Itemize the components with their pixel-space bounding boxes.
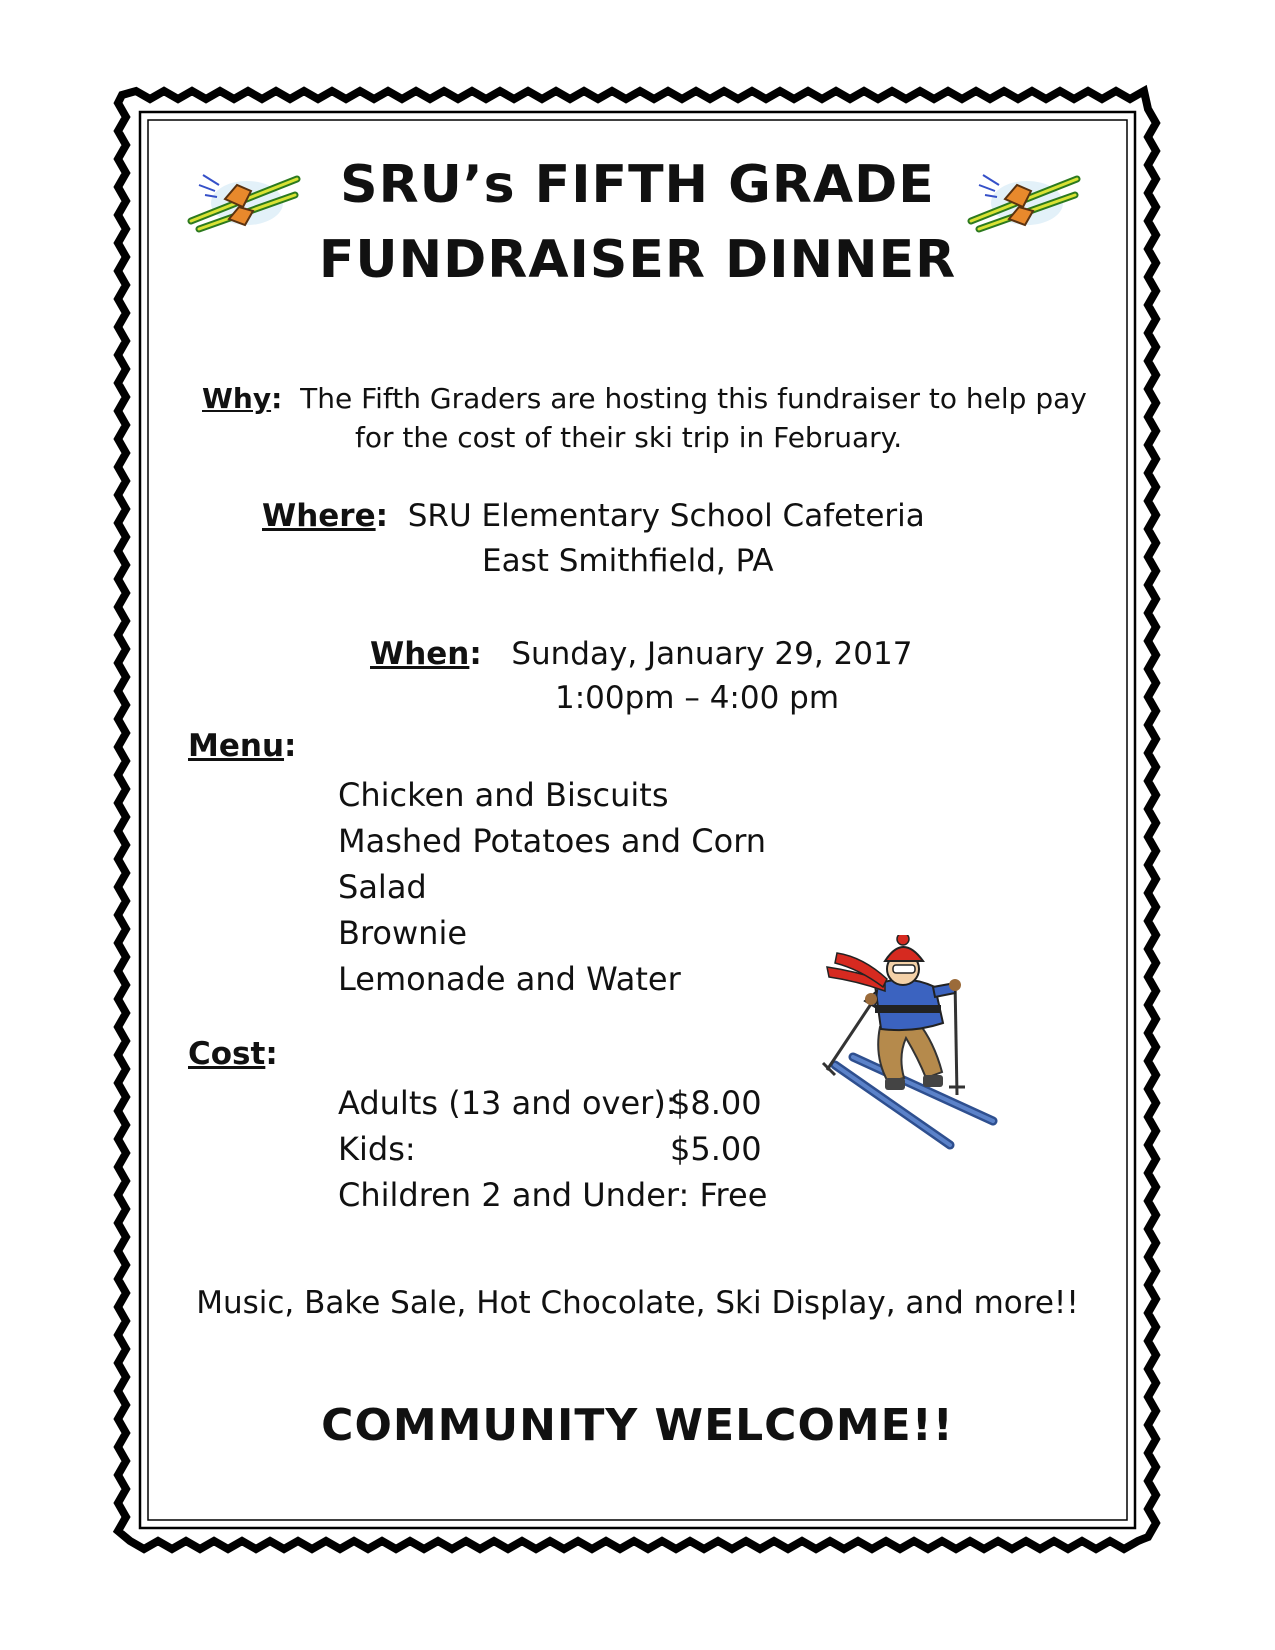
menu-item: Lemonade and Water: [338, 960, 681, 998]
community-welcome: COMMUNITY WELCOME!!: [321, 1400, 954, 1451]
menu-item: Chicken and Biscuits: [338, 776, 669, 814]
cost-label: Cost: [188, 1036, 266, 1072]
why-row: [202, 382, 1087, 415]
when-row: [370, 636, 912, 672]
menu-item: Mashed Potatoes and Corn: [338, 822, 767, 860]
extras-text: Music, Bake Sale, Hot Chocolate, Ski Display, and more!!: [196, 1285, 1079, 1321]
cost-kids-label: Kids:: [338, 1130, 416, 1168]
cost-adults-label: Adults (13 and over):: [338, 1084, 677, 1122]
page-title-line2: FUNDRAISER DINNER: [318, 230, 957, 290]
when-line1: Sunday, January 29, 2017: [511, 636, 913, 672]
when-label: When: [370, 636, 470, 672]
menu-label: Menu: [188, 728, 285, 764]
menu-colon: :: [284, 728, 297, 764]
where-colon: :: [375, 498, 389, 534]
where-line1: SRU Elementary School Cafeteria: [407, 498, 925, 534]
cost-kids-price: $5.00: [670, 1130, 762, 1168]
why-colon: :: [271, 382, 283, 415]
where-label: Where: [262, 498, 376, 534]
page-title-line1: SRU’s FIFTH GRADE: [340, 155, 935, 215]
cost-children-label: Children 2 and Under: Free: [338, 1176, 768, 1214]
when-colon: :: [469, 636, 482, 672]
menu-item: Brownie: [338, 914, 468, 952]
when-line2: 1:00pm – 4:00 pm: [555, 680, 840, 716]
why-text-line1: The Fifth Graders are hosting this fundraiser to help pay: [300, 382, 1087, 415]
where-line2: East Smithfield, PA: [482, 543, 774, 579]
cost-heading: [188, 1036, 278, 1072]
where-row: [262, 498, 925, 534]
menu-heading: [188, 728, 296, 764]
cost-colon: :: [265, 1036, 278, 1072]
menu-item: Salad: [338, 868, 427, 906]
why-label: Why: [202, 382, 272, 415]
cost-adults-price: $8.00: [670, 1084, 762, 1122]
why-text-line2: for the cost of their ski trip in February.: [355, 421, 903, 454]
skier-icon: [815, 935, 1005, 1165]
